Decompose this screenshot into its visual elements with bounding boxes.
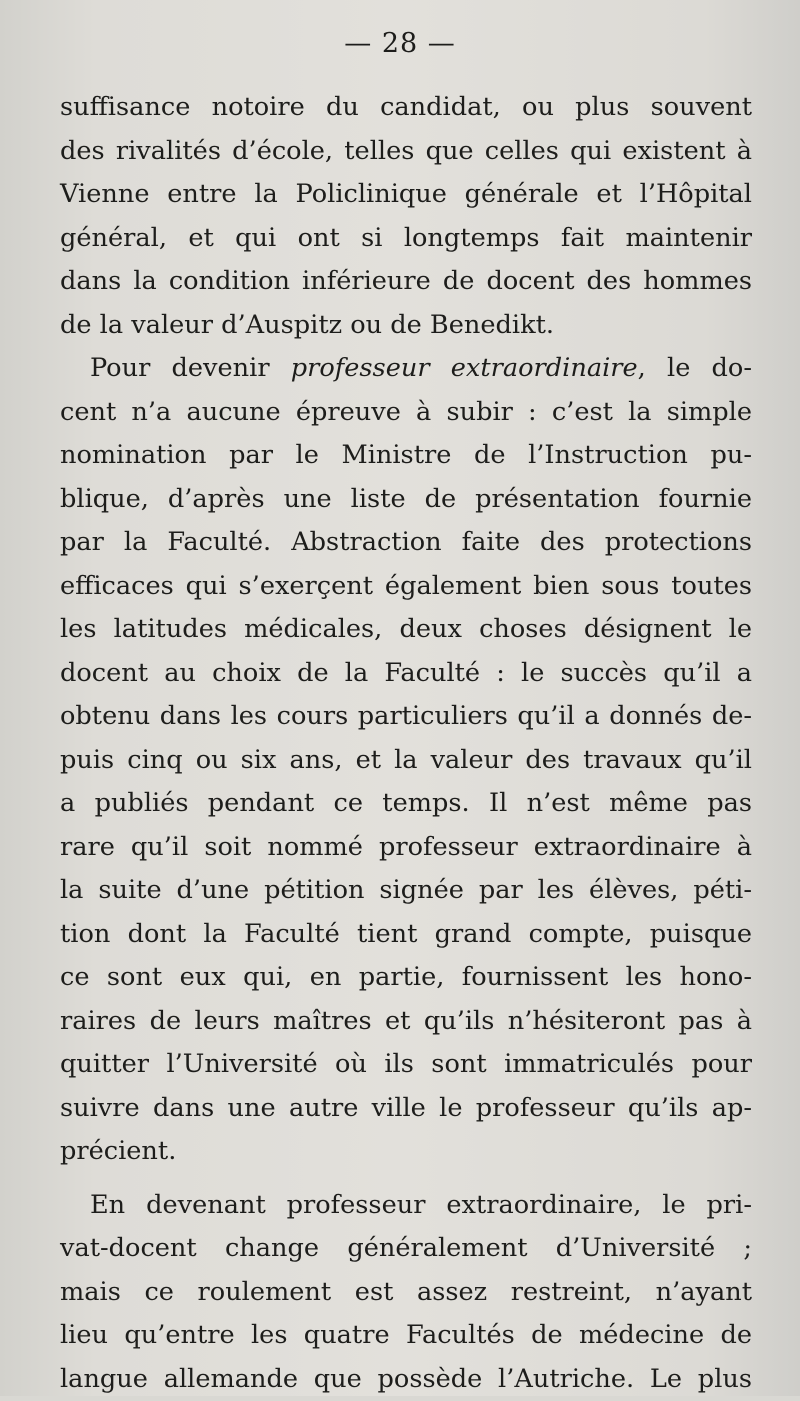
text-line: rare qu’il soit nommé professeur extraordinaire à: [60, 826, 752, 870]
text-line: ce sont eux qui, en partie, fournissent les hono-: [60, 956, 752, 1000]
text-line: nomination par le Ministre de l’Instruction pu-: [60, 434, 752, 478]
text-line: raires de leurs maîtres et qu’ils n’hésiteront pas à: [60, 1000, 752, 1044]
text-line: docent au choix de la Faculté : le succès qu’il a: [60, 652, 752, 696]
text-line: blique, d’après une liste de présentation fournie: [60, 478, 752, 522]
text-segment: Pour devenir: [90, 353, 291, 383]
text-line: obtenu dans les cours particuliers qu’il a donnés de-: [60, 695, 752, 739]
text-line: efficaces qui s’exerçent également bien sous toutes: [60, 565, 752, 609]
text-line: de la valeur d’Auspitz ou de Benedikt.: [60, 304, 752, 348]
page-number-header: — 28 —: [0, 28, 800, 59]
text-line: Vienne entre la Policlinique générale et l’Hôpital: [60, 173, 752, 217]
text-line: lieu qu’entre les quatre Facultés de médecine de: [60, 1314, 752, 1358]
text-line: [60, 347, 752, 391]
text-line: mais ce roulement est assez restreint, n’ayant: [60, 1271, 752, 1315]
paragraph-2: [60, 347, 752, 1174]
text-line: suivre dans une autre ville le professeur qu’ils ap-: [60, 1087, 752, 1131]
text-line: des rivalités d’école, telles que celles qui existent à: [60, 130, 752, 174]
text-line: En devenant professeur extraordinaire, le pri-: [60, 1184, 752, 1228]
body-text: [60, 86, 752, 1401]
text-line: puis cinq ou six ans, et la valeur des travaux qu’il: [60, 739, 752, 783]
text-line: dans la condition inférieure de docent des hommes: [60, 260, 752, 304]
text-line: tion dont la Faculté tient grand compte, puisque: [60, 913, 752, 957]
italic-term: professeur extraordinaire: [291, 353, 638, 383]
paragraph-3: [60, 1184, 752, 1401]
text-line: les latitudes médicales, deux choses désignent le: [60, 608, 752, 652]
text-line: suffisance notoire du candidat, ou plus souvent: [60, 86, 752, 130]
text-line: langue allemande que possède l’Autriche. Le plus: [60, 1358, 752, 1401]
text-line: a publiés pendant ce temps. Il n’est même pas: [60, 782, 752, 826]
text-line: vat-docent change généralement d’Université ;: [60, 1227, 752, 1271]
text-line: par la Faculté. Abstraction faite des protections: [60, 521, 752, 565]
text-line: cent n’a aucune épreuve à subir : c’est la simple: [60, 391, 752, 435]
text-line: la suite d’une pétition signée par les élèves, péti-: [60, 869, 752, 913]
text-line: général, et qui ont si longtemps fait maintenir: [60, 217, 752, 261]
paragraph-1: [60, 86, 752, 347]
text-line: précient.: [60, 1130, 752, 1174]
text-segment: , le do-: [638, 353, 752, 383]
text-line: quitter l’Université où ils sont immatriculés pour: [60, 1043, 752, 1087]
